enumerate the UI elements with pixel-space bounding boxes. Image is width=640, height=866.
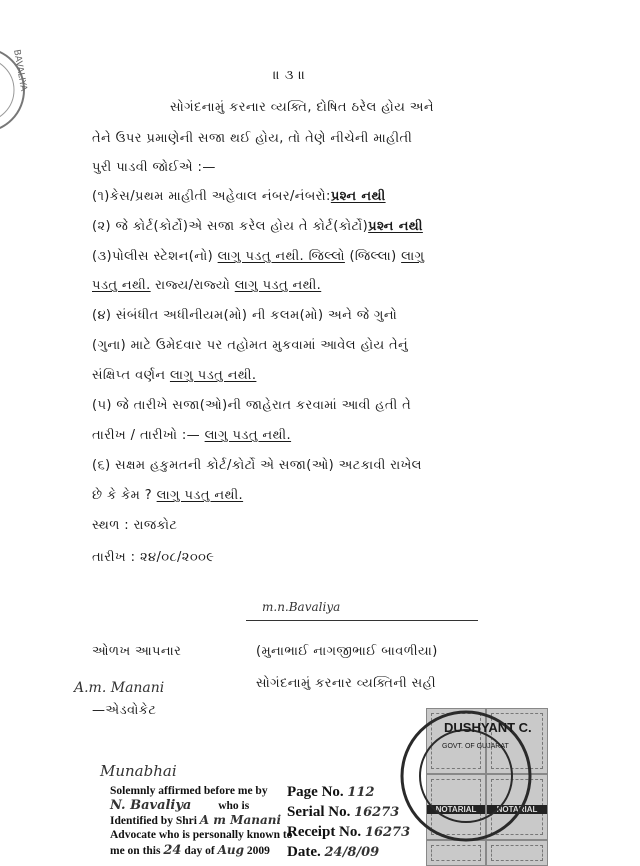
notary-line-3: Advocate who is personally known to: [110, 829, 293, 841]
notary-line-1-text: Solemnly affirmed before me by: [110, 785, 268, 797]
item-2: [92, 219, 423, 234]
item-6-line-2: [92, 488, 243, 503]
notary-line-4-month: Aug: [217, 843, 244, 857]
item-5-line-2: [92, 428, 291, 443]
serial-no-value: 16273: [354, 805, 400, 820]
notary-line-2: [110, 813, 281, 828]
page-marker: ॥ ૩ ॥: [273, 68, 306, 83]
seal-mid-text: GOVT. OF GUJARAT: [442, 743, 509, 750]
deponent-caption: સોગંદનામું કરનાર વ્યક્તિની સહી: [256, 676, 436, 691]
intro-line-1: સોગંદનામું કરનાર વ્યક્તિ, દોષિત ઠરેલ હોય અને: [170, 100, 434, 115]
item-5-answer: લાગુ પડતુ નથી.: [204, 428, 292, 443]
serial-no-label: Serial No.: [287, 804, 351, 820]
identifier-signature: A.m. Manani: [74, 680, 165, 696]
item-1: [92, 189, 386, 204]
item-5-line-1: (૫) જે તારીખે સજા(ઓ)ની જાહેરાત કરવામાં આવી હતી તે: [92, 398, 412, 413]
place: સ્થળ : રાજકોટ: [92, 518, 178, 533]
notary-line-2-text: Identified by Shri: [110, 815, 197, 827]
item-3-line-1: [92, 249, 424, 264]
item-4-line-2: (ગુના) માટે ઉમેદવાર પર તહોમત મુકવામાં આવેલ હોય તેનું: [92, 338, 409, 353]
item-3-label: (૩)પોલીસ સ્ટેશન(નો): [92, 249, 218, 264]
serial-no: [287, 804, 399, 821]
left-seal: [0, 30, 30, 150]
item-2-label: (૨) જે કોર્ટ(કોર્ટો)એ સજા કરેલ હોય તે કોર્ટ(કોર્ટો): [92, 219, 369, 234]
stamp-label-2: NOTARIAL: [487, 805, 547, 814]
receipt-no-label: Receipt No.: [287, 824, 362, 840]
notary-date-label: Date.: [287, 844, 321, 860]
item-4-line-3: [92, 368, 256, 383]
item-4-line-1: (૪) સંબંધીત અધીનીયમ(મો) ની કલમ(મો) અને જે ગુનો: [92, 308, 398, 323]
item-3-answer-a: લાગુ પડતુ નથી. જિલ્લો: [217, 249, 345, 264]
deponent-name: (મુનાભાઈ નાગજીભાઈ બાવળીયા): [256, 644, 438, 659]
intro-line-2: તેને ઉપર પ્રમાણેની સજા થઈ હોય, તો તેણે નીચેની માહીતી: [92, 131, 413, 146]
signature-line: [246, 620, 478, 621]
notary-line-1: [110, 784, 268, 798]
item-1-label: (૧)કેસ/પ્રથમ માહીતી અહેવાલ નંબર/નંબરો:: [92, 189, 331, 204]
advocate-caption: —એડવોકેટ: [92, 703, 157, 718]
deponent-signature: m.n.Bavaliya: [262, 600, 341, 614]
item-4-answer: લાગુ પડતુ નથી.: [169, 368, 257, 383]
notary-date: [287, 844, 379, 861]
seal-top-text: DUSHYANT C.: [444, 720, 532, 735]
notary-line-1-hand: N. Bavaliya: [110, 798, 192, 813]
item-6-line-1: (૬) સક્ષમ હકુમતની કોર્ટ/કોર્ટો એ સજા(ઓ) અટકાવી રાખેલ: [92, 458, 422, 473]
notary-line-4-day: 24: [163, 843, 182, 858]
item-6-label: છે કે કેમ ?: [92, 488, 157, 503]
notary-date-value: 24/8/09: [324, 845, 380, 860]
notary-seal: [396, 706, 536, 846]
receipt-no: [287, 824, 410, 841]
notary-line-1-end: who is: [218, 800, 250, 812]
item-3-answer-d: લાગુ પડતુ નથી.: [234, 278, 322, 293]
item-3-answer-c: પડતુ નથી.: [92, 278, 151, 293]
item-1-answer: પ્રશ્ન નથી: [330, 189, 386, 204]
intro-line-3: પુરી પાડવી જોઈએ :—: [92, 160, 216, 175]
left-seal-text: BAVALIYA: [11, 48, 29, 93]
notary-line-2-hand: A m Manani: [199, 813, 282, 827]
item-3-label-c: રાજ્ય/રાજ્યો: [150, 278, 235, 293]
item-4-label: સંક્ષિપ્ત વર્ણન: [92, 368, 170, 383]
item-3-line-2: [92, 278, 321, 293]
date: તારીખ : ૨૪/૦૮/૨૦૦૯: [92, 550, 215, 565]
receipt-no-value: 16273: [364, 825, 411, 840]
page-no-value: 112: [347, 785, 375, 800]
item-3-label-b: (જિલ્લા): [344, 249, 402, 264]
page-no: [287, 784, 375, 801]
page-no-label: Page No.: [287, 784, 344, 800]
item-2-answer: પ્રશ્ન નથી: [368, 219, 423, 234]
item-6-answer: લાગુ પડતુ નથી.: [156, 488, 244, 503]
notary-line-4-dayof: day of: [184, 845, 215, 857]
notary-line-1b: [110, 799, 249, 813]
notary-line-4-year: 2009: [246, 845, 270, 857]
item-3-answer-b: લાગુ: [401, 249, 425, 264]
notary-line-4-text: me on this: [110, 845, 161, 857]
notary-hand-top: Munabhai: [100, 762, 177, 780]
item-5-label: તારીખ / તારીખો :—: [92, 428, 205, 443]
identifier-label: ઓળખ આપનાર: [92, 644, 182, 659]
stamp-label-1: NOTARIAL: [427, 805, 485, 814]
notary-line-4: [110, 843, 270, 858]
